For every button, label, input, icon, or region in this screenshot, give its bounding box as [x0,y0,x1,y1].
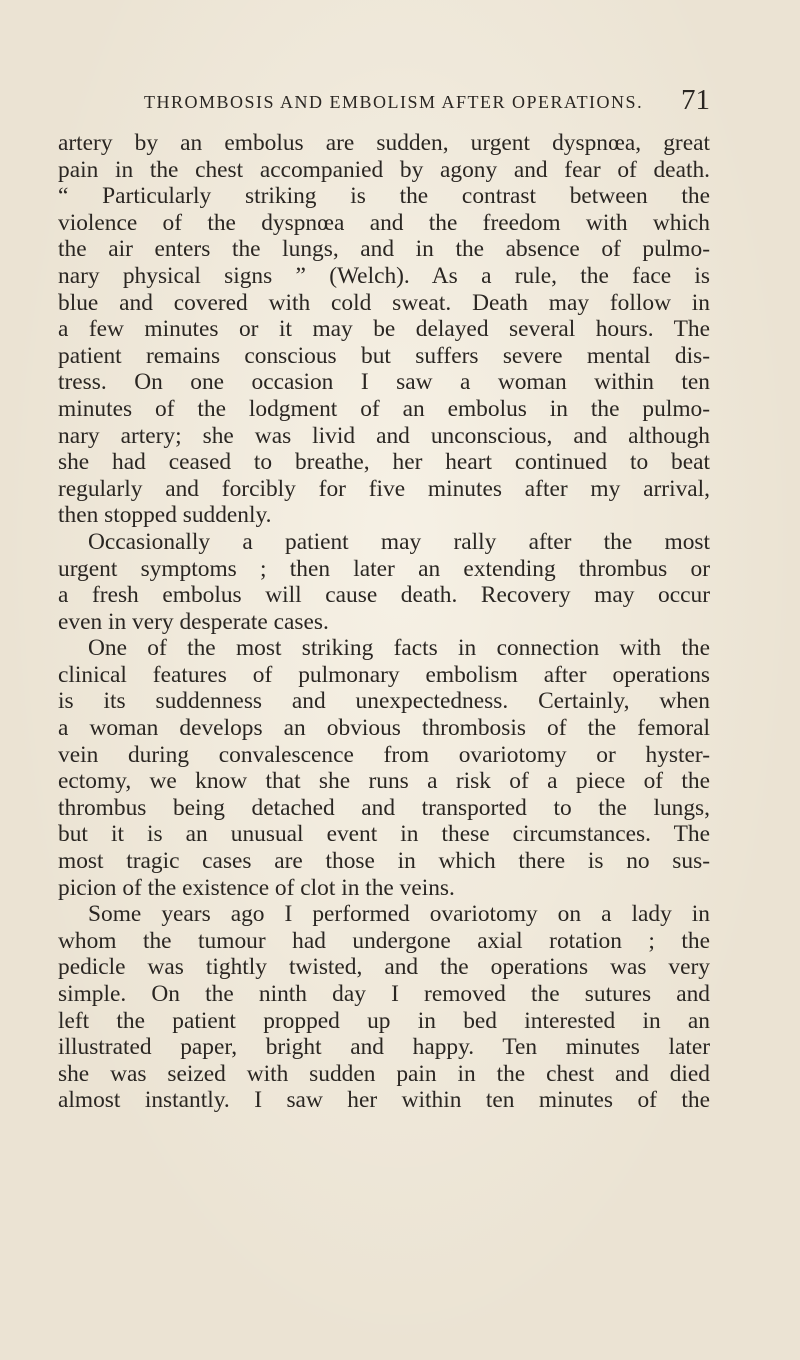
text-line: simple. On the ninth day I removed the sutures and [58,981,710,1007]
text-line: patient remains conscious but suffers severe mental dis- [58,342,710,369]
text-line: she had ceased to breathe, her heart continued to beat [58,449,710,476]
page-number: 71 [681,84,710,116]
text-line: pedicle was tightly twisted, and the operations was very [58,954,710,981]
text-line: then stopped suddenly. [58,502,272,529]
text-line: pain in the chest accompanied by agony and fear of death. [58,156,710,183]
text-line: whom the tumour had undergone axial rotation ; the [58,927,710,954]
text-line: clinical features of pulmonary embolism after operations [58,661,710,688]
text-line: is its suddenness and unexpectedness. Certainly, when [58,688,710,715]
text-line: “ Particularly striking is the contrast between the [58,183,710,210]
running-head [144,84,710,124]
text-line: even in very desperate cases. [58,608,329,635]
text-line: ectomy, we know that she runs a risk of a piece of the [58,768,710,795]
text-line: artery by an embolus are sudden, urgent dyspnœa, great [58,130,710,156]
text-line: picion of the existence of clot in the veins. [58,874,455,901]
text-line: One of the most striking facts in connection with the [88,635,710,662]
text-line: left the patient propped up in bed interested in an [58,1007,710,1034]
text-line: Occasionally a patient may rally after the most [88,528,710,555]
text-line: tress. On one occasion I saw a woman within ten [58,369,710,396]
text-line: a woman develops an obvious thrombosis of the femoral [58,715,710,742]
text-line: a few minutes or it may be delayed several hours. The [58,316,710,343]
text-line: blue and covered with cold sweat. Death may follow in [58,289,710,316]
text-line: regularly and forcibly for five minutes after my arrival, [58,475,710,502]
running-title: THROMBOSIS AND EMBOLISM AFTER OPERATIONS. [144,92,644,112]
text-line: thrombus being detached and transported to the lungs, [58,794,710,821]
text-line: violence of the dyspnœa and the freedom with which [58,209,710,236]
text-line: almost instantly. I saw her within ten minutes of the [58,1087,710,1114]
text-line: but it is an unusual event in these circumstances. The [58,821,710,848]
body-text [58,130,710,1114]
text-line: illustrated paper, bright and happy. Ten minutes later [58,1034,710,1061]
text-line: Some years ago I performed ovariotomy on a lady in [88,901,710,928]
text-line: she was seized with sudden pain in the chest and died [58,1060,710,1087]
text-line: minutes of the lodgment of an embolus in the pulmo- [58,395,710,422]
text-line: vein during convalescence from ovariotomy or hyster- [58,741,710,768]
text-line: the air enters the lungs, and in the absence of pulmo- [58,236,710,263]
text-line: urgent symptoms ; then later an extending thrombus or [58,555,710,582]
text-line: nary artery; she was livid and unconscious, and although [58,422,710,449]
text-line: most tragic cases are those in which there is no sus- [58,848,710,875]
text-line: nary physical signs ” (Welch). As a rule, the face is [58,262,710,289]
text-line: a fresh embolus will cause death. Recovery may occur [58,582,710,609]
